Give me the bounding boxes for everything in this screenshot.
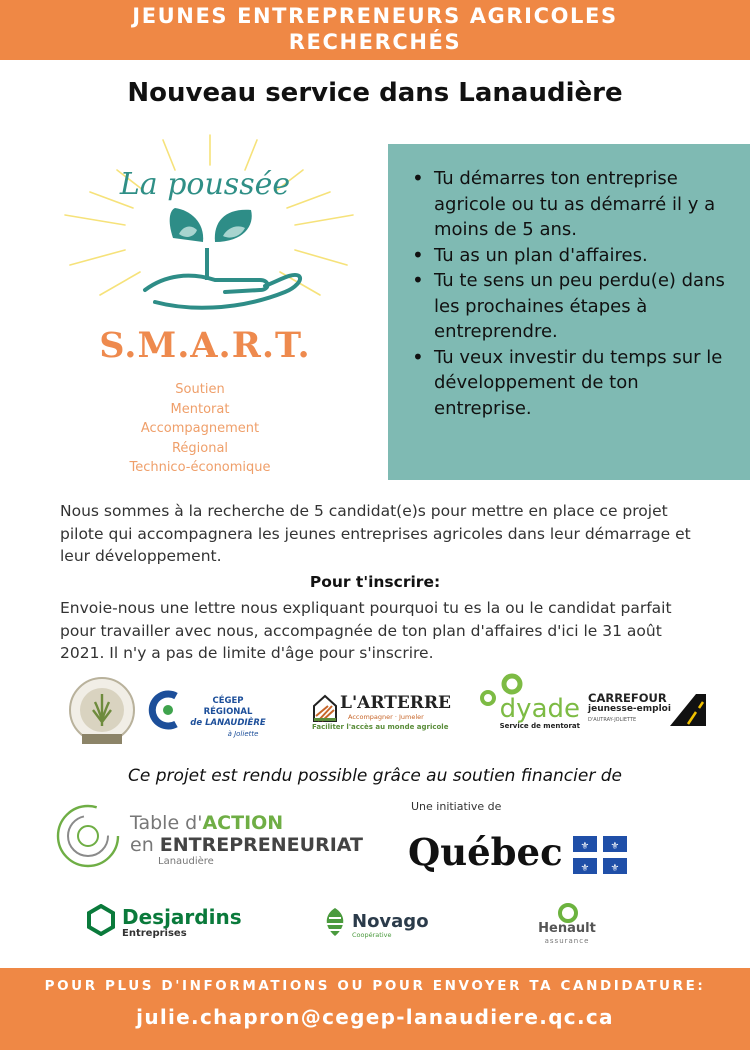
arterre-tag1: Accompagner · Jumeler (348, 713, 424, 721)
dyade-tag: Service de mentorat (499, 722, 580, 730)
inscrire-heading: Pour t'inscrire: (309, 573, 441, 591)
footer-info-text: POUR PLUS D'INFORMATIONS OU POUR ENVOYER TA CANDIDATURE: (44, 978, 706, 994)
road-icon (652, 690, 708, 730)
henault-logo (530, 923, 604, 947)
top-banner (0, 0, 750, 60)
logo-word: Accompagnement (140, 421, 260, 437)
svg-text:⚜: ⚜ (580, 863, 590, 874)
table-line3: Lanaudière (158, 856, 214, 867)
table-line2b: ENTREPRENEURIAT (159, 834, 363, 856)
arterre-logo (340, 693, 451, 723)
la-poussee-smart-logo (55, 130, 355, 480)
novago-name: Novago (352, 911, 429, 932)
svg-text:⚜: ⚜ (610, 863, 620, 874)
table-action-rings-icon (54, 802, 122, 870)
logo-word: Technico-économique (129, 460, 271, 476)
funder-logos (0, 800, 750, 965)
intro-paragraph: Nous sommes à la recherche de 5 candidat(e)s pour mettre en place ce projet pilote qui accompagnera les jeunes entreprises agricoles dans leur démarrage et leur développement. (60, 502, 691, 565)
svg-text:⚜: ⚜ (610, 841, 620, 852)
table-action-logo (130, 812, 370, 867)
criteria-item: • Tu démarres ton entreprise agricole ou tu as démarré il y a moins de 5 ans. (412, 166, 730, 243)
criteria-list (412, 166, 730, 421)
support-statement: Ce projet est rendu possible grâce au soutien financier de (128, 766, 622, 786)
logo-word: Soutien (175, 382, 225, 397)
cegep-logo (188, 696, 268, 740)
page-subtitle: Nouveau service dans Lanaudière (127, 78, 623, 108)
novago-logo (352, 912, 429, 939)
contact-email-link[interactable]: julie.chapron@cegep-lanaudiere.qc.ca (136, 1005, 614, 1029)
footer-banner (0, 968, 750, 1050)
criteria-item: • Tu te sens un peu perdu(e) dans les prochaines étapes à entreprendre. (412, 268, 730, 345)
initiative-label: Une initiative de (411, 800, 502, 813)
table-line1: Table d' (130, 812, 203, 834)
arterre-barn-icon (312, 694, 338, 722)
arterre-name: L'ARTERRE (340, 693, 451, 713)
partner-logos (0, 670, 750, 760)
cegep-line1: CÉGEP RÉGIONAL (203, 696, 253, 717)
desjardins-logo (122, 906, 242, 939)
table-action-word: ACTION (202, 812, 284, 834)
logo-word: Mentorat (170, 401, 230, 417)
carrefour-line3: D'AUTRAY-JOLIETTE (588, 717, 637, 723)
criteria-item: • Tu veux investir du temps sur le développement de ton entreprise. (412, 345, 730, 422)
desjardins-sub: Entreprises (122, 928, 187, 939)
desjardins-hexagon-icon (86, 904, 116, 936)
arterre-tag2: Faciliter l'accès au monde agricole (312, 723, 449, 731)
cegep-line3: à Joliette (227, 730, 259, 738)
criteria-box (388, 144, 750, 480)
carrefour-line2: jeunesse-emploi (588, 704, 671, 714)
novago-leaf-icon (321, 906, 349, 938)
henault-name: Henault (538, 921, 596, 936)
carrefour-line1: CARREFOUR (588, 691, 667, 705)
desjardins-name: Desjardins (122, 905, 242, 929)
quebec-wordmark: Québec (408, 830, 563, 874)
criteria-item: • Tu as un plan d'affaires. (412, 243, 730, 269)
table-line2a: en (130, 834, 160, 856)
sunburst-plant-hand-icon (55, 130, 355, 330)
page-title-line2: RECHERCHÉS (288, 30, 462, 54)
svg-text:⚜: ⚜ (580, 841, 590, 852)
dyade-logo (490, 696, 580, 730)
logo-word: Régional (171, 440, 229, 456)
agricultural-seal-logo (68, 674, 136, 750)
logo-acronym: S.M.A.R.T. (99, 325, 311, 366)
cegep-line2: de LANAUDIÈRE (190, 718, 266, 728)
logo-script-text: La poussée (119, 167, 291, 202)
logo-acronym-words (55, 380, 345, 478)
quebec-flag-icon (573, 836, 627, 874)
novago-sub: Coopérative (352, 931, 392, 939)
page-title-line1: JEUNES ENTREPRENEURS AGRICOLES (132, 4, 618, 28)
dyade-name: dyade (499, 694, 580, 724)
henault-sub: assurance (544, 937, 590, 945)
cegep-emblem-icon (146, 690, 186, 730)
inscrire-paragraph: Envoie-nous une lettre nous expliquant pourquoi tu es la ou le candidat parfait pour travailler avec nous, accompagnée de ton plan d'affaires d'ici le 31 août 2021. Il n'y a pas de limite d'âge pour s'inscrire. (60, 599, 672, 662)
